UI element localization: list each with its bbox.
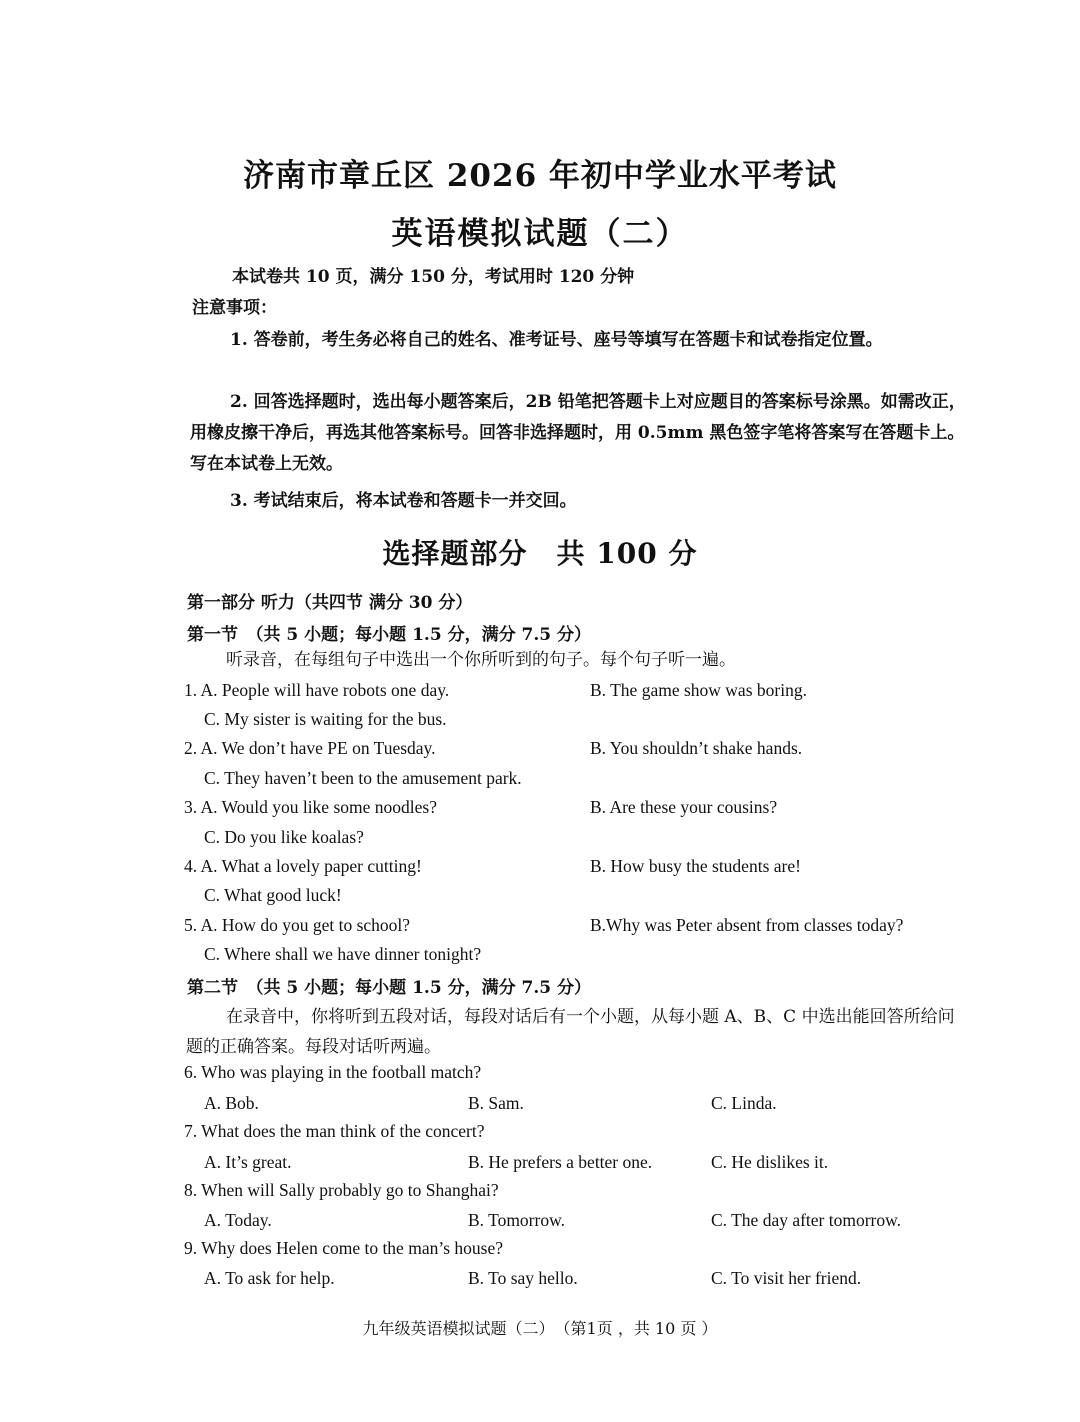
sec1-instruction: 听录音，在每组句子中选出一个你所听到的句子。每个句子听一遍。	[226, 650, 736, 670]
q8-option-c: C. The day after tomorrow.	[711, 1210, 902, 1230]
q7-stem: 7. What does the man think of the concert?	[184, 1121, 485, 1141]
sec1-title: 第一节 （共 5 小题；每小题 1.5 分，满分 7.5 分）	[187, 625, 591, 645]
q7-option-c: C. He dislikes it.	[711, 1152, 829, 1172]
q6-option-b: B. Sam.	[468, 1093, 524, 1113]
q9-stem: 9. Why does Helen come to the man’s house?	[184, 1238, 503, 1258]
q9-option-a: A. To ask for help.	[204, 1268, 335, 1288]
part1-title: 第一部分 听力（共四节 满分 30 分）	[187, 593, 473, 613]
q9-option-c: C. To visit her friend.	[711, 1268, 862, 1288]
exam-meta: 本试卷共 10 页，满分 150 分，考试用时 120 分钟	[232, 267, 635, 287]
notice-item-2: 2. 回答选择题时，选出每小题答案后，2B 铅笔把答题卡上对应题目的答案标号涂黑。如需改正，用橡皮擦干净后，再选其他答案标号。回答非选择题时，用 0.5mm 黑色签字笔将答案写在答题卡上。写在本试卷上无效。	[190, 392, 966, 474]
q3-option-c: C. Do you like koalas?	[204, 827, 364, 847]
q1-option-c: C. My sister is waiting for the bus.	[204, 709, 447, 729]
q5-option-b: B.Why was Peter absent from classes today?	[590, 915, 904, 935]
q4-option-c: C. What good luck!	[204, 885, 342, 905]
q7-option-b: B. He prefers a better one.	[468, 1152, 653, 1172]
q9-option-b: B. To say hello.	[468, 1268, 578, 1288]
q5-option-a: 5. A. How do you get to school?	[184, 915, 411, 935]
q3-option-b: B. Are these your cousins?	[590, 797, 778, 817]
sec2-instruction: 在录音中，你将听到五段对话，每段对话后有一个小题，从每小题 A、B、C 中选出能回答所给问题的正确答案。每段对话听两遍。	[186, 1007, 955, 1057]
q1-option-a: 1. A. People will have robots one day.	[184, 680, 450, 700]
q3-option-a: 3. A. Would you like some noodles?	[184, 797, 437, 817]
q2-option-c: C. They haven’t been to the amusement park.	[204, 768, 522, 788]
q4-option-a: 4. A. What a lovely paper cutting!	[184, 856, 422, 876]
q2-option-b: B. You shouldn’t shake hands.	[590, 738, 803, 758]
q7-option-a: A. It’s great.	[204, 1152, 292, 1172]
notice-heading: 注意事项：	[192, 298, 277, 318]
notice-item-3: 3. 考试结束后，将本试卷和答题卡一并交回。	[230, 491, 577, 511]
q4-option-b: B. How busy the students are!	[590, 856, 801, 876]
page-footer: 九年级英语模拟试题（二） （第1页 ，共 10 页 ）	[362, 1319, 718, 1338]
q1-option-b: B. The game show was boring.	[590, 680, 807, 700]
q8-option-b: B. Tomorrow.	[468, 1210, 565, 1230]
q6-option-c: C. Linda.	[711, 1093, 777, 1113]
sec2-title: 第二节 （共 5 小题；每小题 1.5 分，满分 7.5 分）	[187, 978, 591, 998]
q6-stem: 6. Who was playing in the football match?	[184, 1062, 482, 1082]
q6-option-a: A. Bob.	[204, 1093, 259, 1113]
q8-stem: 8. When will Sally probably go to Shanghai?	[184, 1180, 499, 1200]
q2-option-a: 2. A. We don’t have PE on Tuesday.	[184, 738, 436, 758]
q8-option-a: A. Today.	[204, 1210, 272, 1230]
section-title: 选择题部分 共 100 分	[382, 537, 698, 570]
q5-option-c: C. Where shall we have dinner tonight?	[204, 944, 482, 964]
notice-item-1: 1. 答卷前，考生务必将自己的姓名、准考证号、座号等填写在答题卡和试卷指定位置。	[230, 330, 883, 350]
exam-subtitle: 英语模拟试题（二）	[391, 216, 689, 252]
exam-title: 济南市章丘区 2026 年初中学业水平考试	[243, 158, 837, 194]
